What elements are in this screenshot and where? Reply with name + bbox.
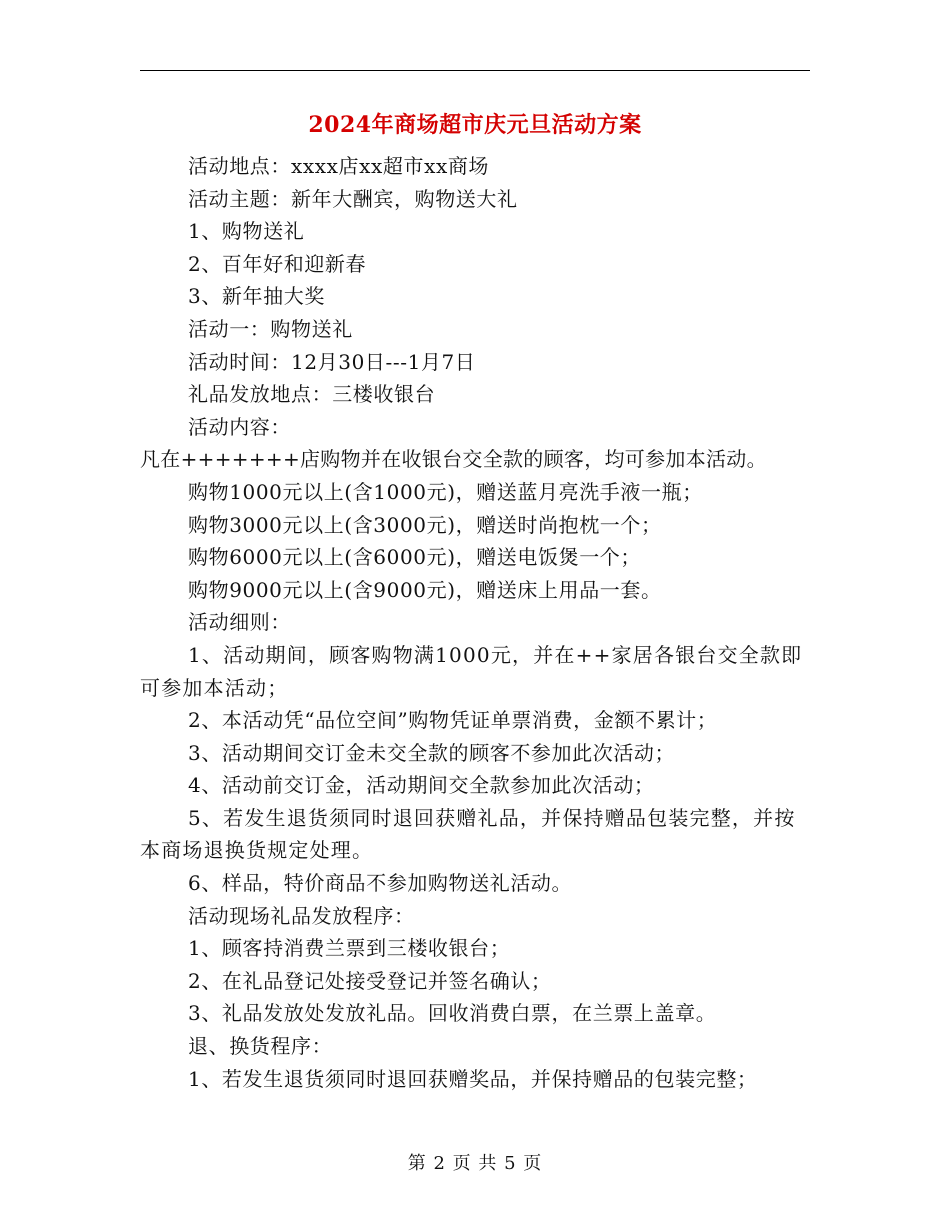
paragraph: 活动地点：xxxx店xx超市xx商场 (188, 154, 490, 178)
paragraph: 购物6000元以上(含6000元)，赠送电饭煲一个； (188, 545, 642, 570)
paragraph: 活动细则： (188, 610, 291, 635)
paragraph: 活动现场礼品发放程序： (188, 903, 415, 928)
document-body (140, 150, 810, 1095)
paragraph: 4、活动前交订金，活动期间交全款参加此次活动； (188, 773, 655, 798)
page-footer: 第 2 页 共 5 页 (407, 1153, 543, 1174)
paragraph: 1、顾客持消费兰票到三楼收银台； (188, 936, 511, 961)
paragraph: 1、购物送礼 (188, 219, 305, 244)
paragraph: 2、百年好和迎新春 (188, 251, 367, 276)
paragraph: 2、本活动凭“品位空间”购物凭证单票消费，金额不累计； (188, 708, 718, 733)
paragraph: 购物9000元以上(含9000元)，赠送床上用品一套。 (188, 577, 662, 602)
paragraph: 6、样品，特价商品不参加购物送礼活动。 (188, 871, 573, 896)
paragraph: 活动主题：新年大酬宾，购物送大礼 (188, 186, 518, 211)
paragraph: 礼品发放地点：三楼收银台 (188, 382, 436, 407)
paragraph: 2、在礼品登记处接受登记并签名确认； (188, 968, 552, 993)
paragraph: 购物1000元以上(含1000元)，赠送蓝月亮洗手液一瓶； (188, 479, 703, 504)
paragraph: 凡在+++++++店购物并在收银台交全款的顾客，均可参加本活动。 (140, 447, 767, 472)
paragraph: 1、活动期间，顾客购物满1000元，并在++家居各银台交全款即可参加本活动； (140, 642, 803, 700)
paragraph: 活动一：购物送礼 (188, 316, 353, 341)
paragraph: 购物3000元以上(含3000元)，赠送时尚抱枕一个； (188, 512, 662, 537)
paragraph: 1、若发生退货须同时退回获赠奖品，并保持赠品的包装完整； (188, 1066, 758, 1091)
header-rule (140, 70, 810, 71)
paragraph: 退、换货程序： (188, 1034, 333, 1059)
paragraph: 3、活动期间交订金未交全款的顾客不参加此次活动； (188, 740, 676, 765)
document-title: 2024年商场超市庆元旦活动方案 (308, 112, 642, 138)
paragraph: 3、礼品发放处发放礼品。回收消费白票，在兰票上盖章。 (188, 1001, 717, 1026)
paragraph: 活动内容： (188, 414, 291, 439)
paragraph: 5、若发生退货须同时退回获赠礼品，并保持赠品包装完整，并按本商场退换货规定处理。 (140, 805, 796, 863)
paragraph: 3、新年抽大奖 (188, 284, 325, 309)
paragraph: 活动时间：12月30日---1月7日 (188, 349, 476, 374)
